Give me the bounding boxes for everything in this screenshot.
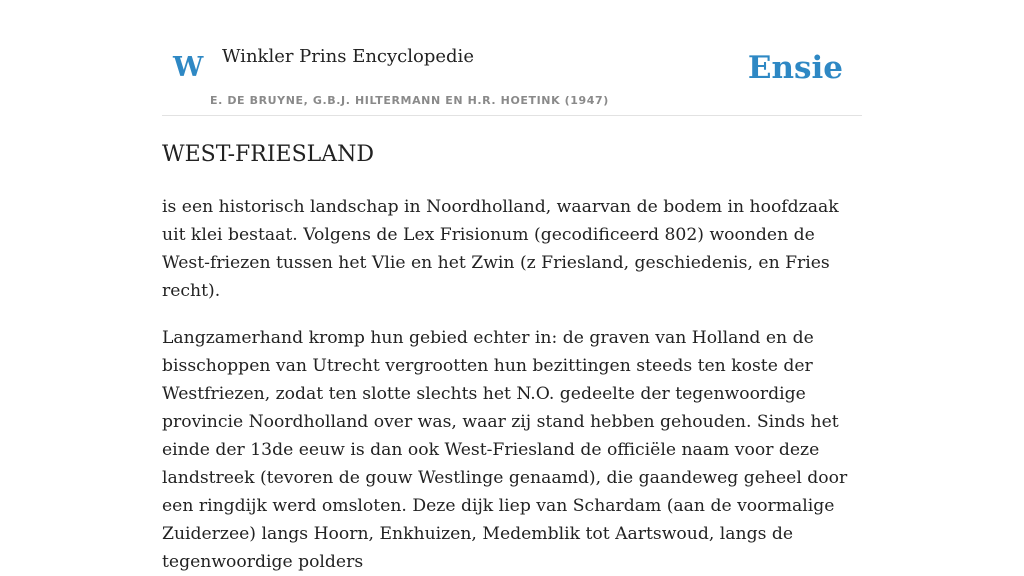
authors-line: E. DE BRUYNE, G.B.J. HILTERMANN EN H.R. HOETINK (1947) <box>210 94 609 107</box>
article <box>162 140 862 576</box>
article-title: WEST-FRIESLAND <box>162 142 375 167</box>
article-paragraph: is een historisch landschap in Noordholland, waarvan de bodem in hoofdzaak uit klei bestaat. Volgens de Lex Frisionum (gecodificeerd 802) woonden de West-friezen tussen het Vlie en het Zwin (z Friesland, geschiedenis, en Fries recht). <box>162 197 839 301</box>
article-paragraph: Langzamerhand kromp hun gebied echter in: de graven van Holland en de bisschoppen van Utrecht vergrootten hun bezittingen steeds ten koste der Westfriezen, zodat ten slotte slechts het N.O. gedeelte der tegenwoordige provincie Noordholland over was, waar zij stand hebben gehouden. Sinds het einde der 13de eeuw is dan ook West-Friesland de officiële naam voor deze landstreek (tevoren de gouw Westlinge genaamd), die gaandeweg geheel door een ringdijk werd omsloten. Deze dijk liep van Schardam (aan de voormalige Zuiderzee) langs Hoorn, Enkhuizen, Medemblik tot Aartswoud, langs de tegenwoordige polders <box>162 328 848 572</box>
site-logo[interactable]: W <box>173 52 204 83</box>
site-title[interactable]: Winkler Prins Encyclopedie <box>222 46 474 67</box>
brand-logo[interactable]: Ensie <box>747 50 843 86</box>
site-header <box>162 40 862 116</box>
